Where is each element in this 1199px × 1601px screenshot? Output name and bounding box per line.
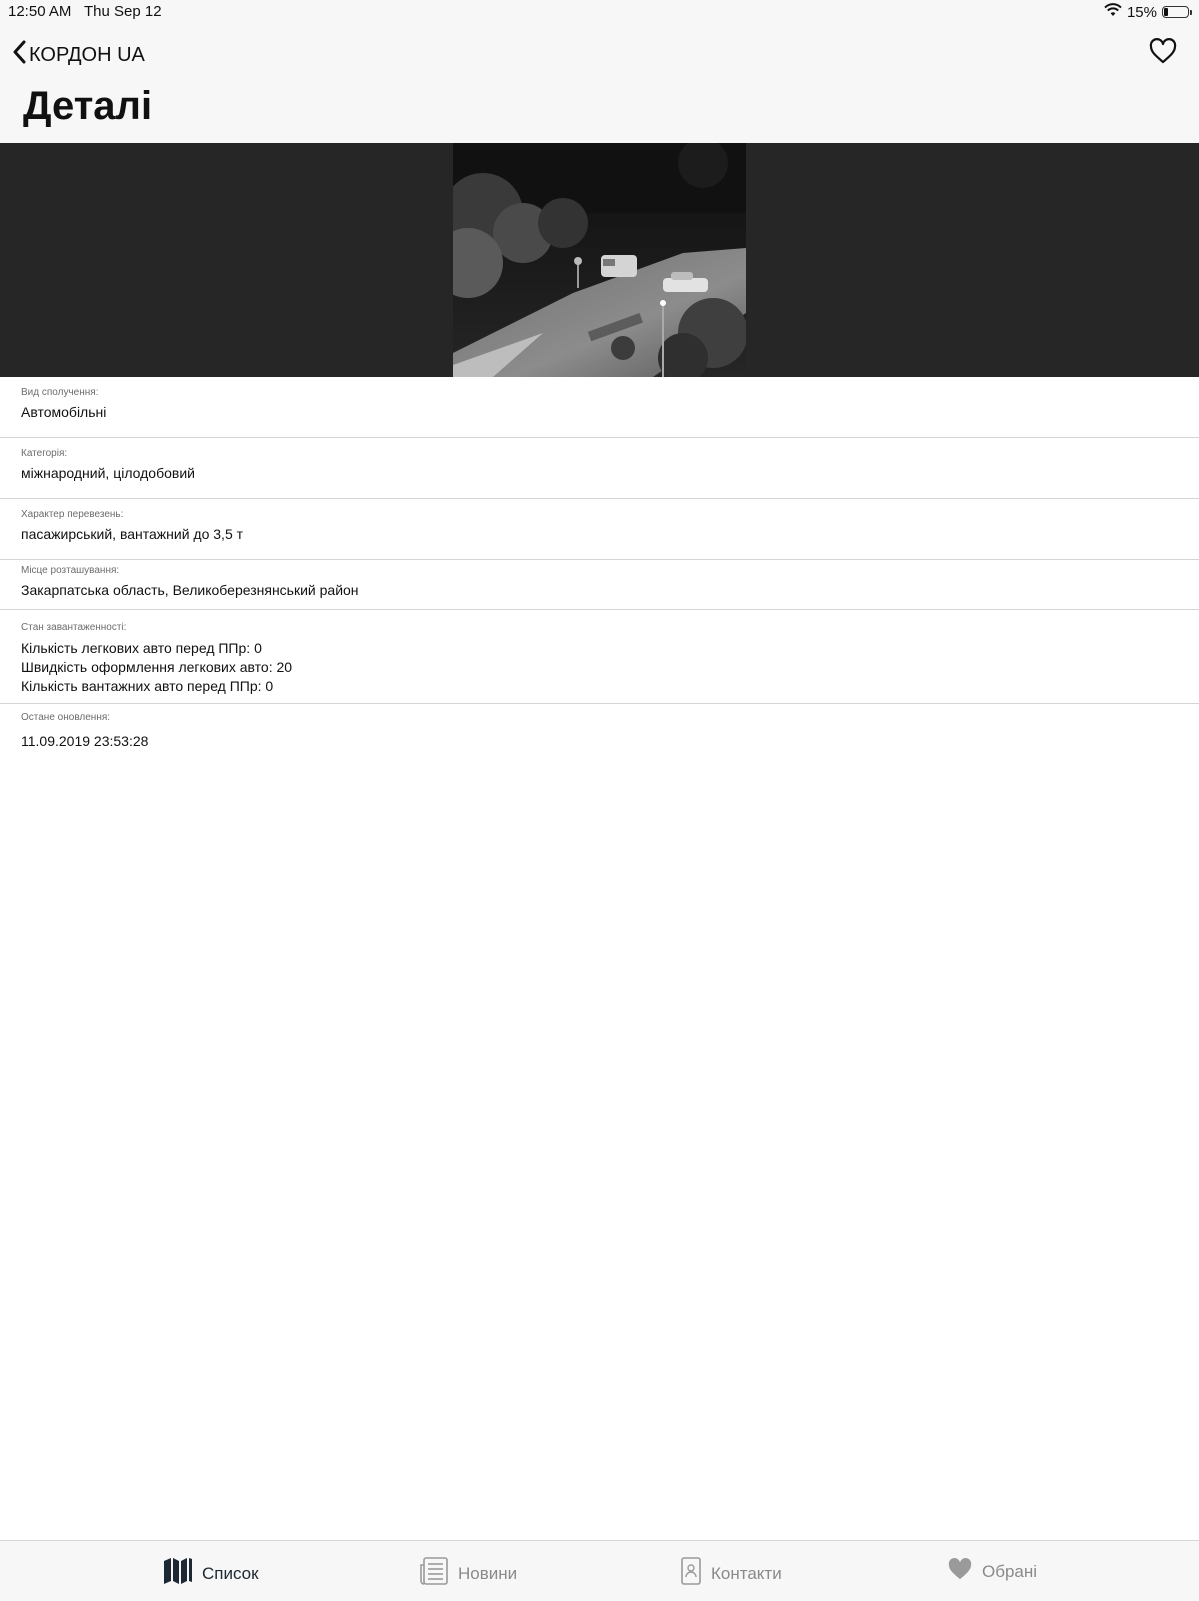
camera-image[interactable] xyxy=(453,143,746,377)
back-button[interactable] xyxy=(12,40,145,70)
favorite-button[interactable] xyxy=(1149,38,1177,69)
map-icon xyxy=(163,1557,193,1590)
status-time: 12:50 AM xyxy=(8,3,72,20)
tab-news[interactable] xyxy=(419,1557,517,1590)
status-right xyxy=(1104,3,1189,21)
detail-value-line: Швидкість оформлення легкових авто: 20 xyxy=(21,659,293,675)
battery-icon xyxy=(1162,6,1189,18)
detail-label: Категорія: xyxy=(21,448,68,459)
detail-label: Місце розташування: xyxy=(21,565,120,576)
tab-label: Контакти xyxy=(711,1563,782,1583)
back-label: КОРДОН UA xyxy=(29,43,145,66)
chevron-left-icon xyxy=(12,40,26,70)
detail-last-update xyxy=(0,704,1199,764)
tab-list[interactable] xyxy=(163,1557,259,1590)
navigation-bar xyxy=(0,26,1199,143)
detail-value: Автомобільні xyxy=(21,404,107,420)
detail-transport-type xyxy=(0,377,1199,438)
newspaper-icon xyxy=(419,1557,449,1590)
tab-contacts[interactable] xyxy=(680,1557,782,1590)
status-bar xyxy=(0,0,1199,26)
tab-label: Список xyxy=(202,1563,259,1583)
tab-label: Новини xyxy=(458,1563,518,1583)
detail-category xyxy=(0,438,1199,499)
status-date: Thu Sep 12 xyxy=(84,3,162,20)
detail-value: пасажирський, вантажний до 3,5 т xyxy=(21,526,244,542)
contacts-icon xyxy=(680,1557,702,1590)
tab-favorites[interactable] xyxy=(947,1557,1037,1586)
detail-label: Вид сполучення: xyxy=(21,387,99,398)
detail-label: Стан завантаженності: xyxy=(21,622,127,633)
detail-transport-nature xyxy=(0,499,1199,560)
heart-outline-icon xyxy=(1149,51,1177,68)
detail-value-line: Кількість вантажних авто перед ППр: 0 xyxy=(21,678,274,694)
detail-value-line: Кількість легкових авто перед ППр: 0 xyxy=(21,640,262,656)
tab-label: Обрані xyxy=(982,1561,1038,1581)
detail-value: Закарпатська область, Великоберезнянський район xyxy=(21,582,359,598)
detail-value: 11.09.2019 23:53:28 xyxy=(21,733,149,749)
battery-percent: 15% xyxy=(1126,3,1157,21)
wifi-icon xyxy=(1104,3,1122,21)
detail-label: Характер перевезень: xyxy=(21,509,124,520)
page-title: Деталі xyxy=(23,84,153,128)
tab-bar xyxy=(0,1540,1199,1601)
detail-value: міжнародний, цілодобовий xyxy=(21,465,195,481)
detail-location xyxy=(0,560,1199,610)
heart-icon xyxy=(947,1557,973,1586)
details-list xyxy=(0,377,1199,764)
detail-load-status xyxy=(0,610,1199,704)
detail-label: Остане оновлення: xyxy=(21,712,111,723)
camera-section xyxy=(0,143,1199,377)
